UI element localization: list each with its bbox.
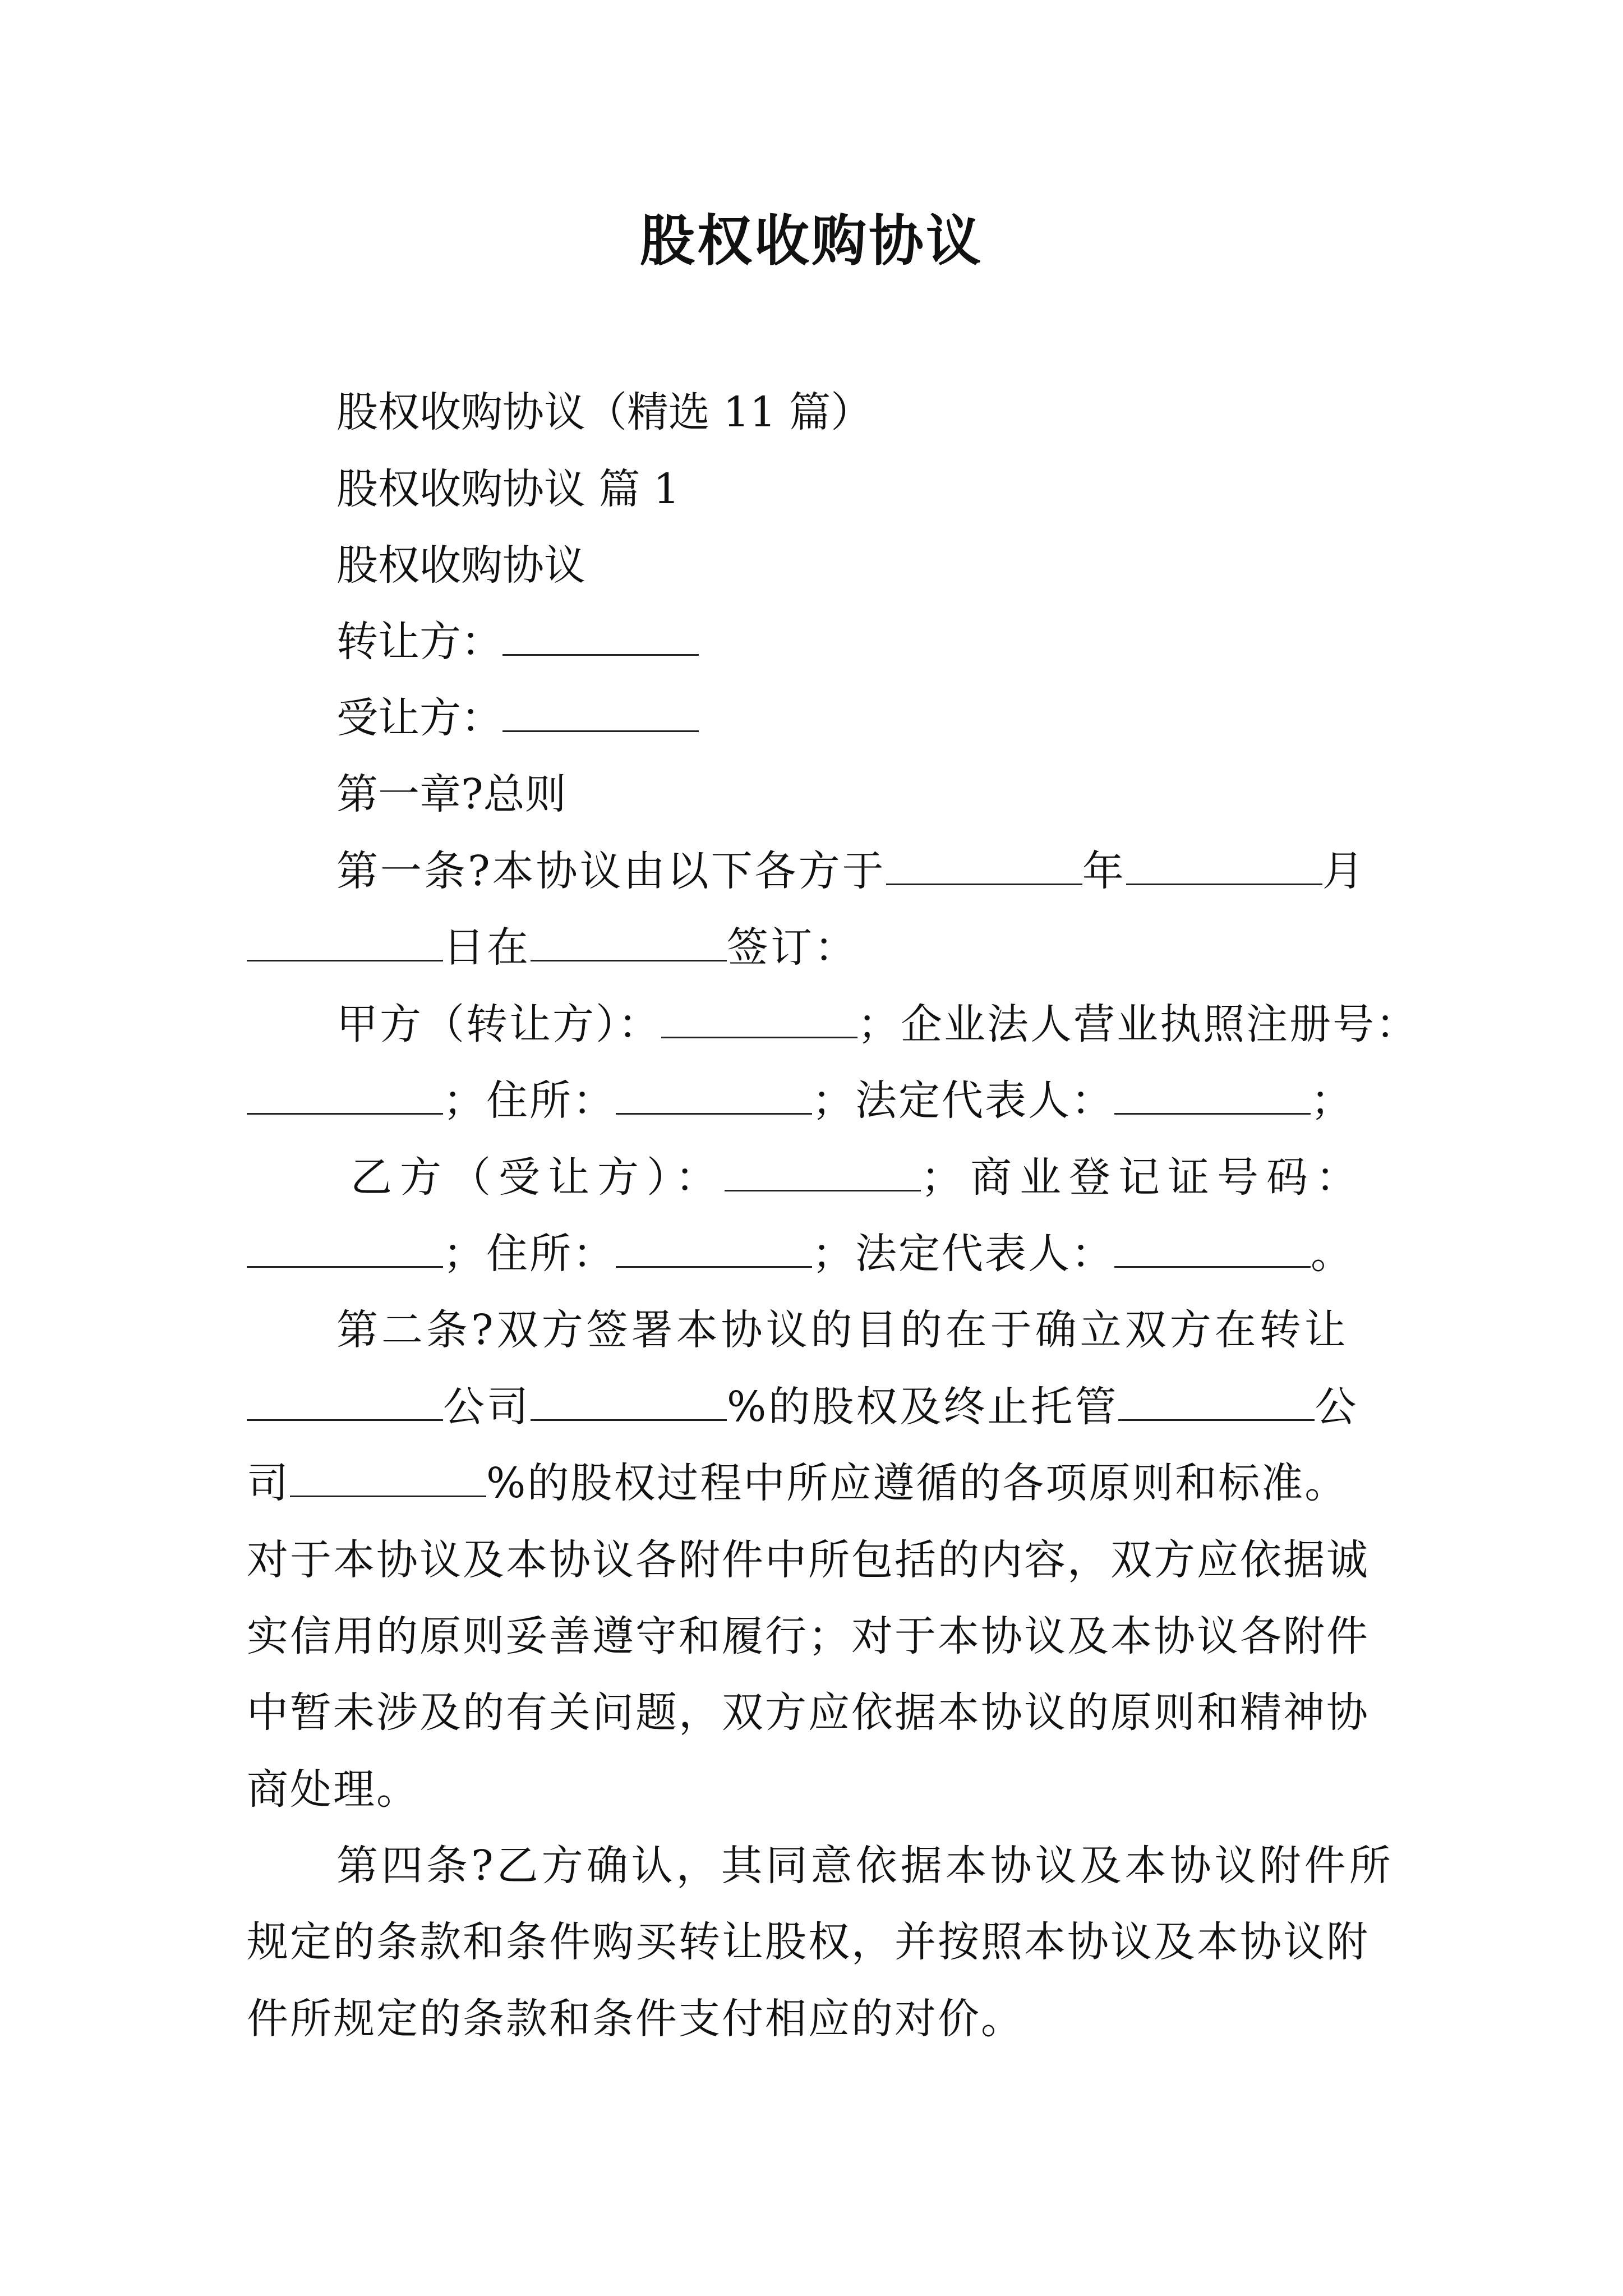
- subtitle-text: 股权收购协议（精选 11 篇）: [336, 388, 873, 436]
- month-blank: [1126, 844, 1322, 885]
- article-four-line2-text: 规定的条款和条件购买转让股权，并按照本协议及本协议附: [247, 1918, 1370, 1966]
- party-b-rep-label: ；法定代表人：: [812, 1230, 1114, 1278]
- article-four-line2: [247, 1914, 1370, 1970]
- agreement-heading: [336, 537, 585, 593]
- equity-trust-text: %的股权及终止托管: [727, 1383, 1119, 1431]
- agreement-heading-text: 股权收购协议: [336, 541, 585, 590]
- subtitle-line: [336, 384, 872, 440]
- place-blank: [531, 921, 727, 961]
- party-a-label: 甲方（转让方）：: [336, 1000, 661, 1048]
- article-two-text: 第二条?双方签署本协议的目的在于确立双方在转让: [336, 1306, 1349, 1354]
- article-two-line2: [247, 1379, 1358, 1435]
- article-four-line3-text: 件所规定的条款和条件支付相应的对价。: [247, 1995, 1024, 2043]
- year-label: 年: [1082, 847, 1126, 895]
- article-two-line4: [247, 1532, 1370, 1588]
- party-b-line2: [247, 1226, 1354, 1282]
- year-blank: [886, 844, 1082, 885]
- principles-text: %的股权过程中所应遵循的各项原则和标准。: [486, 1459, 1348, 1507]
- article-two-line3: [247, 1455, 1348, 1511]
- party-a-address-blank: [616, 1074, 812, 1115]
- party-b-end: 。: [1311, 1230, 1354, 1278]
- company-two-blank: [1118, 1380, 1315, 1421]
- party-b-label: 乙方（受让方）：: [351, 1153, 725, 1202]
- document-title: 股权收购协议: [639, 209, 983, 273]
- party-a-rep-label: ；法定代表人：: [812, 1076, 1114, 1125]
- article-two-line1: [336, 1302, 1349, 1358]
- chapter-heading: [336, 766, 566, 822]
- company-one-blank: [247, 1380, 443, 1421]
- party-b-cert-blank: [247, 1227, 443, 1268]
- article-two-line5-text: 实信用的原则妥善遵守和履行；对于本协议及本协议各附件: [247, 1612, 1370, 1660]
- party-a-end: ；: [1311, 1076, 1354, 1125]
- transferor-label: 转让方：: [336, 618, 502, 666]
- party-b-address-blank: [616, 1227, 812, 1268]
- percent-two-blank: [290, 1456, 486, 1497]
- day-blank: [247, 921, 443, 961]
- day-label: 日在: [443, 923, 531, 972]
- company-two-label-end: 司: [247, 1459, 290, 1507]
- party-b-line1: [351, 1149, 1365, 1205]
- article-four-line3: [247, 1991, 1024, 2047]
- article-one-line2: [247, 919, 858, 976]
- party-a-name-blank: [661, 997, 857, 1038]
- party-a-rep-blank: [1114, 1074, 1311, 1115]
- percent-one-blank: [531, 1380, 727, 1421]
- article-four-line1: [336, 1838, 1394, 1894]
- article-two-line7-text: 商处理。: [247, 1765, 419, 1814]
- party-b-cert-label: ；商业登记证号码：: [921, 1153, 1365, 1202]
- party-a-line1: [336, 996, 1419, 1052]
- party-a-license-label: ；企业法人营业执照注册号：: [857, 1000, 1419, 1048]
- article-two-line4-text: 对于本协议及本协议各附件中所包括的内容，双方应依据诚: [247, 1536, 1370, 1584]
- article-two-line7: [247, 1761, 419, 1818]
- party-a-line2: [247, 1073, 1354, 1129]
- chapter-heading-text: 第一章?总则: [336, 770, 566, 818]
- article-one-line1: [336, 843, 1366, 899]
- signed-label: 签订：: [727, 923, 858, 972]
- month-label: 月: [1322, 847, 1366, 895]
- transferee-label: 受让方：: [336, 694, 502, 742]
- article-one-text: 第一条?本协议由以下各方于: [336, 847, 886, 895]
- article-four-text: 第四条?乙方确认，其同意依据本协议及本协议附件所: [336, 1842, 1394, 1890]
- company-two-label: 公: [1315, 1383, 1359, 1431]
- party-b-address-label: ；住所：: [443, 1230, 616, 1278]
- party-a-address-label: ；住所：: [443, 1076, 616, 1125]
- article-two-line6-text: 中暂未涉及的有关问题，双方应依据本协议的原则和精神协: [247, 1688, 1370, 1737]
- party-a-license-blank: [247, 1074, 443, 1115]
- article-two-line5: [247, 1608, 1370, 1664]
- section-heading: [336, 461, 680, 517]
- transferee-line: [336, 690, 699, 746]
- section-heading-text: 股权收购协议 篇 1: [336, 465, 680, 513]
- article-two-line6: [247, 1685, 1370, 1741]
- company-label: 公司: [443, 1383, 531, 1431]
- transferee-blank: [502, 691, 699, 732]
- party-b-name-blank: [725, 1151, 921, 1191]
- party-b-rep-blank: [1114, 1227, 1311, 1268]
- transferor-blank: [502, 615, 699, 656]
- transferor-line: [336, 614, 699, 670]
